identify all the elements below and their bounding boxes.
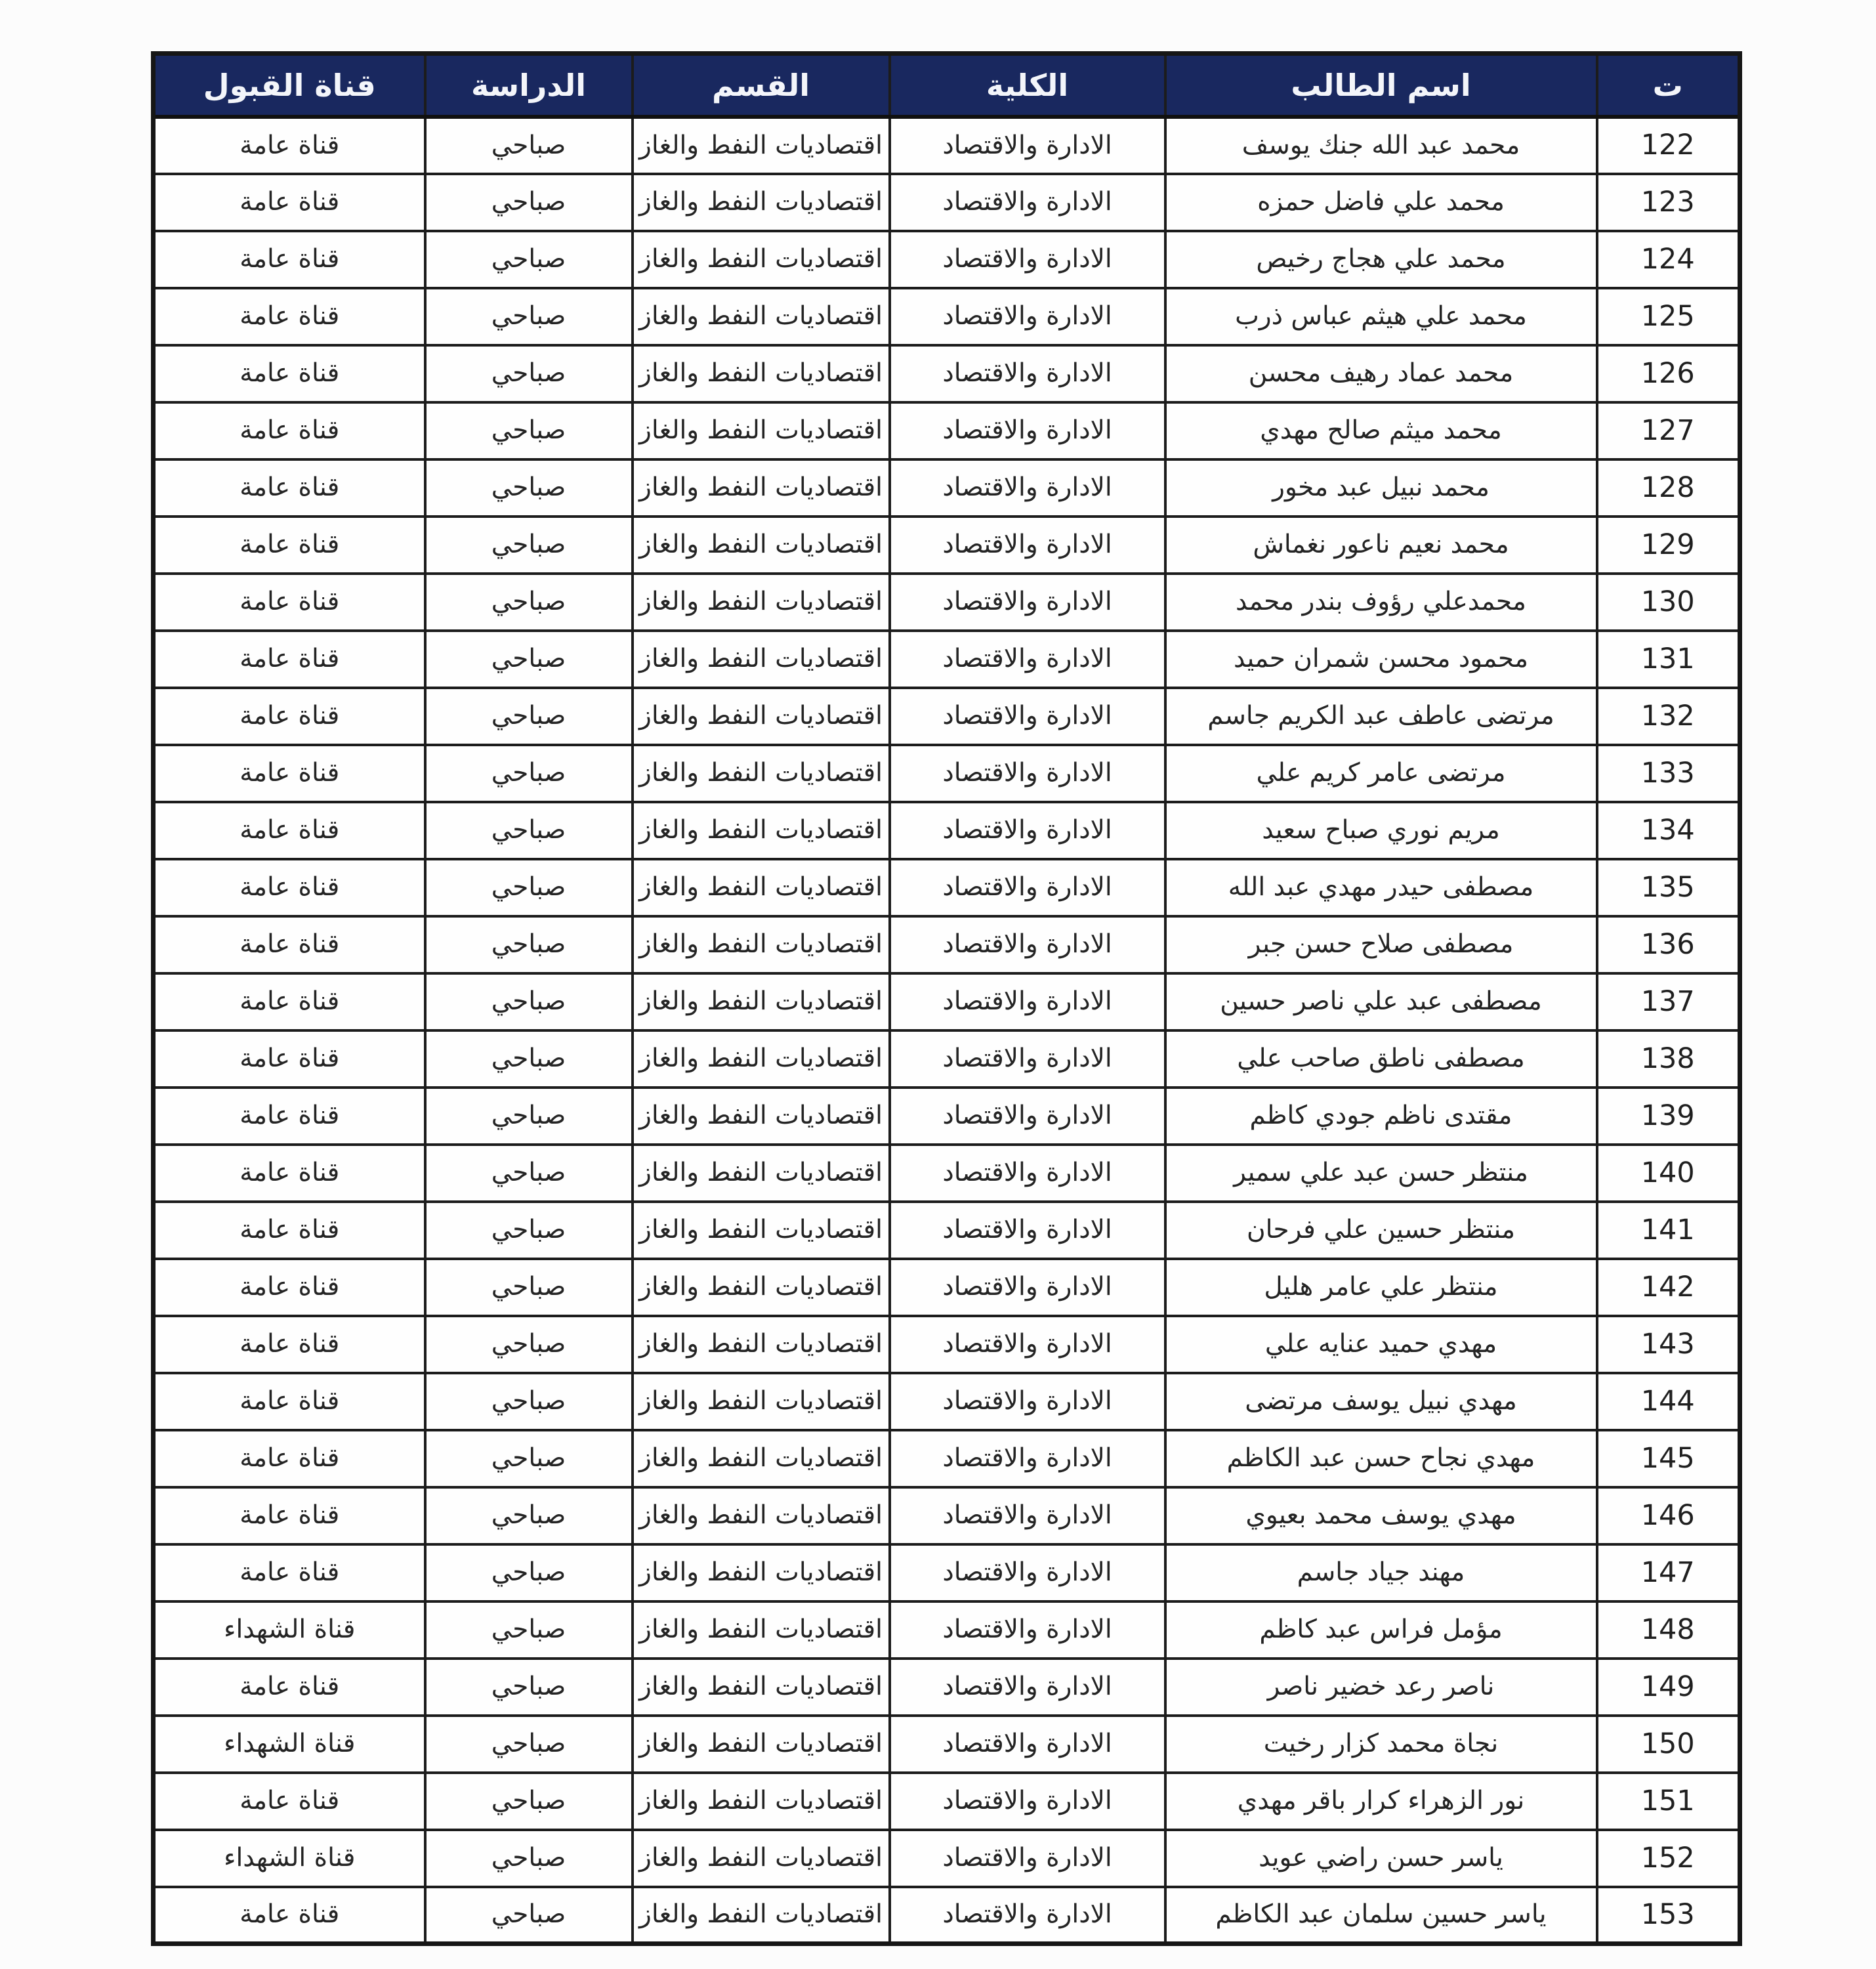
cell-student-name: مهدي نبيل يوسف مرتضى [1165,1373,1597,1430]
cell-study-type: صباحي [425,859,633,916]
cell-admission-channel: قناة عامة [154,345,425,402]
table-row [154,859,1740,916]
table-row [154,1659,1740,1716]
table-row [154,345,1740,402]
cell-student-name: محمود محسن شمران حميد [1165,631,1597,688]
cell-student-name: ياسر حسين سلمان عبد الكاظم [1165,1887,1597,1944]
table-row [154,1487,1740,1544]
cell-department: اقتصاديات النفط والغاز [633,345,890,402]
cell-study-type: صباحي [425,459,633,517]
header-study-type: الدراسة [425,54,633,117]
cell-no: 139 [1597,1088,1740,1145]
table-row [154,973,1740,1030]
cell-department: اقتصاديات النفط والغاز [633,631,890,688]
cell-admission-channel: قناة عامة [154,802,425,859]
cell-admission-channel: قناة عامة [154,1773,425,1830]
cell-department: اقتصاديات النفط والغاز [633,1316,890,1373]
cell-no: 125 [1597,288,1740,345]
cell-study-type: صباحي [425,1373,633,1430]
cell-study-type: صباحي [425,1544,633,1601]
table-row [154,1373,1740,1430]
header-student-name: اسم الطالب [1165,54,1597,117]
cell-student-name: محمد نعيم ناعور نغماش [1165,517,1597,574]
cell-department: اقتصاديات النفط والغاز [633,688,890,745]
cell-no: 149 [1597,1659,1740,1716]
cell-no: 144 [1597,1373,1740,1430]
cell-student-name: محمد عبد الله جنك يوسف [1165,117,1597,174]
cell-college: الادارة والاقتصاد [890,802,1165,859]
cell-admission-channel: قناة عامة [154,288,425,345]
table-row [154,745,1740,802]
cell-no: 148 [1597,1601,1740,1659]
cell-admission-channel: قناة الشهداء [154,1716,425,1773]
cell-admission-channel: قناة عامة [154,1316,425,1373]
cell-department: اقتصاديات النفط والغاز [633,1830,890,1887]
table-row [154,174,1740,231]
cell-student-name: مقتدى ناظم جودي كاظم [1165,1088,1597,1145]
cell-college: الادارة والاقتصاد [890,231,1165,288]
cell-college: الادارة والاقتصاد [890,1145,1165,1202]
cell-admission-channel: قناة عامة [154,174,425,231]
cell-student-name: مهدي يوسف محمد بعيوي [1165,1487,1597,1544]
cell-study-type: صباحي [425,1316,633,1373]
cell-college: الادارة والاقتصاد [890,1601,1165,1659]
cell-admission-channel: قناة عامة [154,1887,425,1944]
cell-admission-channel: قناة الشهداء [154,1601,425,1659]
cell-college: الادارة والاقتصاد [890,1030,1165,1088]
cell-student-name: منتظر حسين علي فرحان [1165,1202,1597,1259]
cell-department: اقتصاديات النفط والغاز [633,231,890,288]
cell-department: اقتصاديات النفط والغاز [633,1487,890,1544]
cell-admission-channel: قناة عامة [154,1259,425,1316]
cell-college: الادارة والاقتصاد [890,916,1165,973]
cell-college: الادارة والاقتصاد [890,631,1165,688]
cell-student-name: ياسر حسن راضي عويد [1165,1830,1597,1887]
table-row [154,1544,1740,1601]
cell-study-type: صباحي [425,345,633,402]
cell-no: 141 [1597,1202,1740,1259]
cell-student-name: نور الزهراء كرار باقر مهدي [1165,1773,1597,1830]
cell-no: 142 [1597,1259,1740,1316]
cell-department: اقتصاديات النفط والغاز [633,1373,890,1430]
cell-college: الادارة والاقتصاد [890,859,1165,916]
header-college: الكلية [890,54,1165,117]
cell-college: الادارة والاقتصاد [890,345,1165,402]
cell-study-type: صباحي [425,745,633,802]
cell-department: اقتصاديات النفط والغاز [633,1430,890,1487]
table-row [154,459,1740,517]
table-row [154,117,1740,174]
cell-no: 130 [1597,574,1740,631]
cell-department: اقتصاديات النفط والغاز [633,1145,890,1202]
cell-study-type: صباحي [425,1030,633,1088]
cell-admission-channel: قناة عامة [154,402,425,459]
cell-department: اقتصاديات النفط والغاز [633,174,890,231]
cell-department: اقتصاديات النفط والغاز [633,288,890,345]
cell-admission-channel: قناة عامة [154,1145,425,1202]
cell-no: 153 [1597,1887,1740,1944]
cell-no: 128 [1597,459,1740,517]
table-row [154,1145,1740,1202]
cell-no: 137 [1597,973,1740,1030]
cell-admission-channel: قناة عامة [154,859,425,916]
students-table [151,51,1742,1946]
cell-study-type: صباحي [425,1145,633,1202]
cell-study-type: صباحي [425,1430,633,1487]
table-row [154,1316,1740,1373]
cell-college: الادارة والاقتصاد [890,459,1165,517]
cell-study-type: صباحي [425,1487,633,1544]
cell-department: اقتصاديات النفط والغاز [633,1030,890,1088]
table-body [154,117,1740,1944]
cell-department: اقتصاديات النفط والغاز [633,1773,890,1830]
cell-admission-channel: قناة عامة [154,1030,425,1088]
cell-student-name: مؤمل فراس عبد كاظم [1165,1601,1597,1659]
table-row [154,916,1740,973]
cell-college: الادارة والاقتصاد [890,574,1165,631]
cell-department: اقتصاديات النفط والغاز [633,1659,890,1716]
cell-college: الادارة والاقتصاد [890,745,1165,802]
cell-study-type: صباحي [425,402,633,459]
cell-department: اقتصاديات النفط والغاز [633,1544,890,1601]
cell-no: 123 [1597,174,1740,231]
cell-student-name: مرتضى عامر كريم علي [1165,745,1597,802]
cell-no: 152 [1597,1830,1740,1887]
document-sheet [151,51,1738,1946]
cell-admission-channel: قناة الشهداء [154,1830,425,1887]
cell-admission-channel: قناة عامة [154,574,425,631]
cell-no: 133 [1597,745,1740,802]
table-row [154,517,1740,574]
cell-student-name: محمدعلي رؤوف بندر محمد [1165,574,1597,631]
cell-study-type: صباحي [425,117,633,174]
cell-student-name: مرتضى عاطف عبد الكريم جاسم [1165,688,1597,745]
cell-study-type: صباحي [425,688,633,745]
cell-no: 146 [1597,1487,1740,1544]
cell-admission-channel: قناة عامة [154,973,425,1030]
cell-admission-channel: قناة عامة [154,117,425,174]
cell-student-name: ناصر رعد خضير ناصر [1165,1659,1597,1716]
cell-student-name: مريم نوري صباح سعيد [1165,802,1597,859]
cell-college: الادارة والاقتصاد [890,1544,1165,1601]
cell-department: اقتصاديات النفط والغاز [633,1716,890,1773]
cell-college: الادارة والاقتصاد [890,174,1165,231]
table-row [154,1887,1740,1944]
cell-college: الادارة والاقتصاد [890,1430,1165,1487]
cell-college: الادارة والاقتصاد [890,1487,1165,1544]
cell-department: اقتصاديات النفط والغاز [633,1088,890,1145]
header-row [154,54,1740,117]
cell-student-name: مصطفى حيدر مهدي عبد الله [1165,859,1597,916]
cell-study-type: صباحي [425,631,633,688]
table-row [154,1716,1740,1773]
cell-study-type: صباحي [425,1716,633,1773]
table-row [154,802,1740,859]
cell-no: 138 [1597,1030,1740,1088]
cell-admission-channel: قناة عامة [154,517,425,574]
table-row [154,1088,1740,1145]
table-row [154,1830,1740,1887]
table-row [154,574,1740,631]
cell-college: الادارة والاقتصاد [890,1259,1165,1316]
table-row [154,688,1740,745]
cell-college: الادارة والاقتصاد [890,288,1165,345]
table-header [154,54,1740,117]
cell-student-name: مصطفى صلاح حسن جبر [1165,916,1597,973]
cell-student-name: مصطفى ناطق صاحب علي [1165,1030,1597,1088]
table-row [154,631,1740,688]
cell-study-type: صباحي [425,1659,633,1716]
table-row [154,1601,1740,1659]
cell-study-type: صباحي [425,288,633,345]
cell-study-type: صباحي [425,517,633,574]
cell-no: 147 [1597,1544,1740,1601]
cell-study-type: صباحي [425,1202,633,1259]
cell-student-name: مهند جياد جاسم [1165,1544,1597,1601]
cell-college: الادارة والاقتصاد [890,1659,1165,1716]
cell-no: 150 [1597,1716,1740,1773]
cell-admission-channel: قناة عامة [154,1202,425,1259]
cell-student-name: مهدي نجاح حسن عبد الكاظم [1165,1430,1597,1487]
cell-department: اقتصاديات النفط والغاز [633,1202,890,1259]
cell-study-type: صباحي [425,231,633,288]
cell-study-type: صباحي [425,174,633,231]
cell-student-name: محمد علي هجاج رخيص [1165,231,1597,288]
table-row [154,231,1740,288]
cell-no: 143 [1597,1316,1740,1373]
cell-admission-channel: قناة عامة [154,1544,425,1601]
cell-college: الادارة والاقتصاد [890,1887,1165,1944]
cell-no: 129 [1597,517,1740,574]
header-admission-channel: قناة القبول [154,54,425,117]
cell-student-name: مصطفى عبد علي ناصر حسين [1165,973,1597,1030]
cell-no: 131 [1597,631,1740,688]
cell-study-type: صباحي [425,1773,633,1830]
cell-department: اقتصاديات النفط والغاز [633,402,890,459]
cell-admission-channel: قناة عامة [154,631,425,688]
cell-student-name: منتظر علي عامر هليل [1165,1259,1597,1316]
cell-no: 140 [1597,1145,1740,1202]
table-row [154,402,1740,459]
cell-college: الادارة والاقتصاد [890,1202,1165,1259]
cell-college: الادارة والاقتصاد [890,688,1165,745]
cell-study-type: صباحي [425,1259,633,1316]
cell-admission-channel: قناة عامة [154,231,425,288]
table-row [154,1773,1740,1830]
cell-student-name: نجاة محمد كزار رخيت [1165,1716,1597,1773]
cell-student-name: محمد عماد رهيف محسن [1165,345,1597,402]
cell-department: اقتصاديات النفط والغاز [633,1601,890,1659]
cell-department: اقتصاديات النفط والغاز [633,459,890,517]
cell-study-type: صباحي [425,1088,633,1145]
cell-study-type: صباحي [425,916,633,973]
cell-no: 151 [1597,1773,1740,1830]
cell-department: اقتصاديات النفط والغاز [633,1259,890,1316]
cell-no: 135 [1597,859,1740,916]
cell-study-type: صباحي [425,1830,633,1887]
cell-no: 126 [1597,345,1740,402]
cell-college: الادارة والاقتصاد [890,973,1165,1030]
cell-college: الادارة والاقتصاد [890,1373,1165,1430]
table-row [154,1202,1740,1259]
cell-study-type: صباحي [425,1887,633,1944]
cell-student-name: محمد علي هيثم عباس ذرب [1165,288,1597,345]
cell-admission-channel: قناة عامة [154,1659,425,1716]
cell-college: الادارة والاقتصاد [890,117,1165,174]
cell-student-name: محمد نبيل عبد مخور [1165,459,1597,517]
cell-department: اقتصاديات النفط والغاز [633,745,890,802]
cell-admission-channel: قناة عامة [154,745,425,802]
cell-no: 145 [1597,1430,1740,1487]
cell-student-name: محمد علي فاضل حمزه [1165,174,1597,231]
cell-no: 122 [1597,117,1740,174]
cell-no: 124 [1597,231,1740,288]
cell-college: الادارة والاقتصاد [890,402,1165,459]
table-row [154,1430,1740,1487]
table-row [154,1259,1740,1316]
cell-study-type: صباحي [425,802,633,859]
cell-study-type: صباحي [425,574,633,631]
cell-department: اقتصاديات النفط والغاز [633,859,890,916]
cell-admission-channel: قناة عامة [154,1373,425,1430]
cell-college: الادارة والاقتصاد [890,1716,1165,1773]
cell-admission-channel: قناة عامة [154,1088,425,1145]
table-row [154,288,1740,345]
cell-study-type: صباحي [425,1601,633,1659]
cell-study-type: صباحي [425,973,633,1030]
cell-department: اقتصاديات النفط والغاز [633,802,890,859]
cell-department: اقتصاديات النفط والغاز [633,1887,890,1944]
cell-department: اقتصاديات النفط والغاز [633,517,890,574]
cell-admission-channel: قناة عامة [154,916,425,973]
cell-college: الادارة والاقتصاد [890,1316,1165,1373]
cell-admission-channel: قناة عامة [154,688,425,745]
table-row [154,1030,1740,1088]
cell-department: اقتصاديات النفط والغاز [633,973,890,1030]
cell-no: 134 [1597,802,1740,859]
cell-student-name: محمد ميثم صالح مهدي [1165,402,1597,459]
cell-admission-channel: قناة عامة [154,459,425,517]
cell-admission-channel: قناة عامة [154,1430,425,1487]
cell-no: 136 [1597,916,1740,973]
cell-college: الادارة والاقتصاد [890,1830,1165,1887]
header-no: ت [1597,54,1740,117]
cell-no: 127 [1597,402,1740,459]
header-department: القسم [633,54,890,117]
cell-student-name: منتظر حسن عبد علي سمير [1165,1145,1597,1202]
cell-student-name: مهدي حميد عنايه علي [1165,1316,1597,1373]
cell-no: 132 [1597,688,1740,745]
cell-college: الادارة والاقتصاد [890,517,1165,574]
cell-college: الادارة والاقتصاد [890,1773,1165,1830]
cell-department: اقتصاديات النفط والغاز [633,916,890,973]
cell-department: اقتصاديات النفط والغاز [633,117,890,174]
cell-college: الادارة والاقتصاد [890,1088,1165,1145]
cell-admission-channel: قناة عامة [154,1487,425,1544]
cell-department: اقتصاديات النفط والغاز [633,574,890,631]
